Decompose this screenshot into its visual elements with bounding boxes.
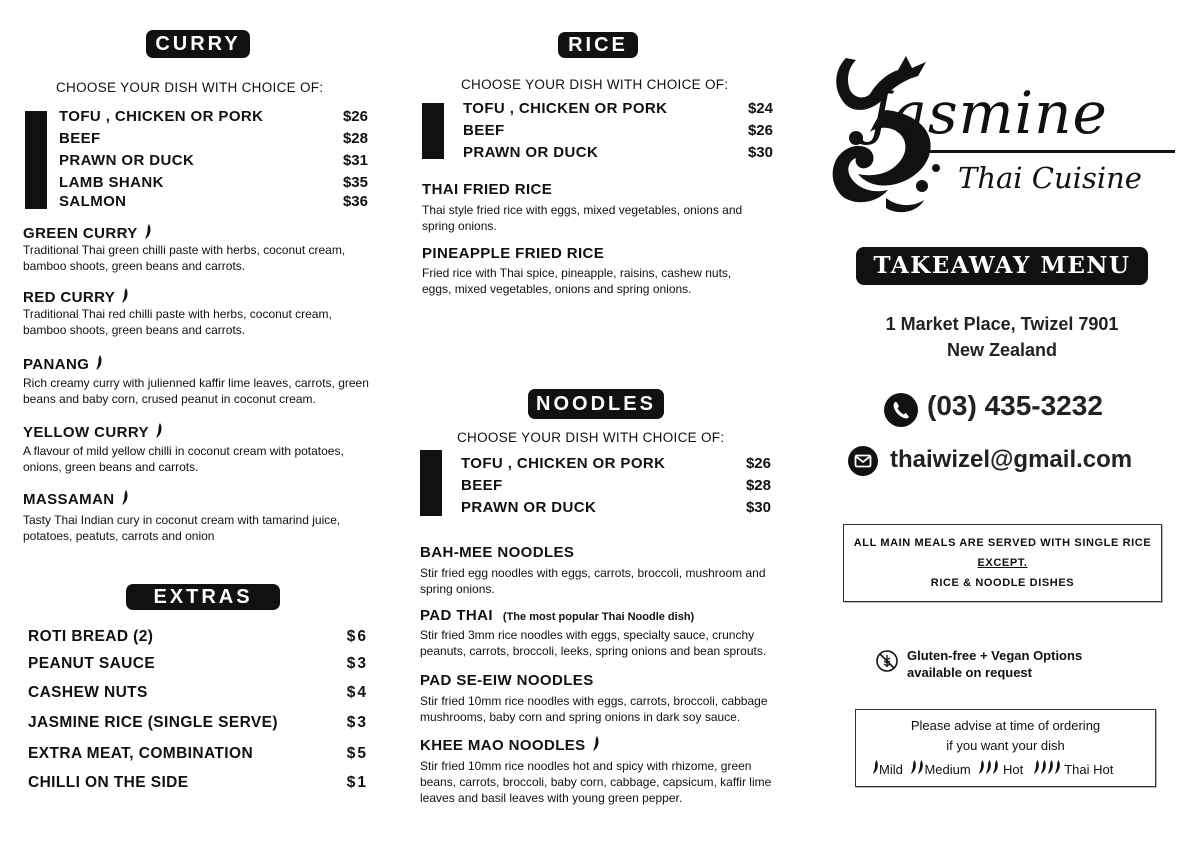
phone-icon — [884, 393, 918, 427]
noodles-heading: NOODLES — [528, 389, 664, 419]
spice-level-box — [855, 709, 1156, 787]
dish-desc: Traditional Thai red chilli paste with herbs, coconut cream, bamboo shoots, green beans and carrots. — [23, 307, 332, 337]
curry-options-bar — [25, 111, 47, 209]
rice-price: $30 — [747, 144, 773, 161]
extra-price: $3 — [346, 655, 368, 672]
dish-desc: Stir fried 10mm rice noodles hot and spicy with rhizome, green beans, carrots, broccoli, baby corn, cabbage, capsicum, kaffir lime leaves and basil leaves with young green pepper. — [420, 759, 772, 805]
chilli-icon — [872, 760, 879, 774]
notice-line2: EXCEPT. — [977, 557, 1028, 569]
dish-title-yellow-curry — [23, 423, 163, 441]
noodles-options-bar — [420, 450, 442, 516]
curry-price: $26 — [342, 108, 368, 125]
logo-divider — [930, 150, 1175, 153]
rice-choose-text: CHOOSE YOUR DISH WITH CHOICE OF: — [461, 77, 729, 92]
dish-title-panang — [23, 355, 103, 373]
dish-desc: Stir fried 10mm rice noodles with eggs, carrots, broccoli, cabbage mushrooms, baby corn and spring onions in dark soy sauce. — [420, 694, 768, 724]
dish-title-thai-fried-rice: THAI FRIED RICE — [422, 181, 553, 198]
notice-line1: ALL MAIN MEALS ARE SERVED WITH SINGLE RICE — [853, 537, 1152, 549]
dish-title-pineapple-fried-rice: PINEAPPLE FRIED RICE — [422, 245, 605, 262]
chilli-icon — [1054, 760, 1061, 774]
noodles-price: $28 — [745, 477, 771, 494]
address-line2: New Zealand — [946, 340, 1058, 360]
notice-line3: RICE & NOODLE DISHES — [930, 577, 1075, 589]
chilli-icon — [155, 423, 163, 438]
spice-hot: Hot — [1002, 762, 1024, 777]
logo-subtitle: Thai Cuisine — [958, 161, 1142, 195]
curry-price: $28 — [342, 130, 368, 147]
noodles-option: BEEF — [461, 477, 503, 494]
takeaway-banner: TAKEAWAY MENU — [856, 247, 1148, 285]
rice-price: $26 — [747, 122, 773, 139]
email-address[interactable]: thaiwizel@gmail.com — [890, 446, 1133, 473]
chilli-icon — [910, 760, 917, 774]
phone-number[interactable]: (03) 435-3232 — [927, 390, 1103, 421]
curry-price: $35 — [342, 174, 368, 191]
extra-price: $6 — [346, 628, 368, 645]
dish-desc: Stir fried egg noodles with eggs, carrots, broccoli, mushroom and spring onions. — [420, 566, 766, 596]
curry-heading: CURRY — [146, 30, 250, 58]
extra-item: PEANUT SAUCE — [28, 655, 156, 672]
dish-title-text: KHEE MAO NOODLES — [420, 737, 586, 754]
dish-desc: Traditional Thai green chilli paste with herbs, coconut cream, bamboo shoots, green beans and carrots. — [23, 243, 346, 273]
curry-choose-text: CHOOSE YOUR DISH WITH CHOICE OF: — [56, 80, 324, 95]
rice-options-bar — [422, 103, 444, 159]
spice-levels — [872, 760, 1113, 777]
dish-title-text: YELLOW CURRY — [23, 424, 149, 441]
extra-price: $1 — [346, 774, 368, 791]
rice-option: BEEF — [463, 122, 505, 139]
chilli-icon — [121, 490, 129, 505]
curry-option: BEEF — [59, 130, 101, 147]
dish-desc: Rich creamy curry with julienned kaffir lime leaves, carrots, green beans and baby corn, crused peanut in coconut cream. — [23, 376, 369, 406]
noodles-option: PRAWN OR DUCK — [461, 499, 597, 516]
dish-desc: Thai style fried rice with eggs, mixed vegetables, onions and spring onions. — [422, 203, 743, 233]
extra-price: $5 — [346, 745, 368, 762]
dish-title-pad-thai — [420, 607, 694, 624]
dish-title-pad-se-eiw: PAD SE-EIW NOODLES — [420, 672, 594, 689]
chilli-icon — [985, 760, 992, 774]
extra-item: ROTI BREAD (2) — [28, 628, 154, 645]
spice-mild: Mild — [879, 762, 903, 777]
chilli-icon — [144, 224, 152, 239]
gluten-free-icon — [876, 650, 898, 672]
rice-heading: RICE — [558, 32, 638, 58]
dietary-line1: Gluten-free + Vegan Options — [907, 648, 1083, 663]
dish-title-text: RED CURRY — [23, 289, 116, 306]
curry-price: $31 — [342, 152, 368, 169]
chilli-icon — [992, 760, 999, 774]
chilli-icon — [1040, 760, 1047, 774]
dish-desc: A flavour of mild yellow chilli in coconut cream with potatoes, onions, green beans and carrots. — [23, 444, 344, 474]
rice-option: TOFU , CHICKEN OR PORK — [463, 100, 668, 117]
dish-title-text: GREEN CURRY — [23, 225, 138, 242]
rice-price: $24 — [747, 100, 773, 117]
dietary-line2: available on request — [907, 665, 1032, 680]
chilli-icon — [1047, 760, 1054, 774]
noodles-price: $30 — [745, 499, 771, 516]
spice-line2: if you want your dish — [946, 738, 1065, 753]
chilli-icon — [121, 288, 129, 303]
curry-option: LAMB SHANK — [59, 174, 164, 191]
dish-title-text: PAD THAI — [420, 607, 493, 624]
spice-thai-hot: Thai Hot — [1064, 762, 1114, 777]
chilli-icon — [95, 355, 103, 370]
dish-title-bah-mee: BAH-MEE NOODLES — [420, 544, 575, 561]
dish-desc: Tasty Thai Indian cury in coconut cream with tamarind juice, potatoes, peatuts, carrots and onion — [23, 513, 341, 543]
chilli-icon — [592, 736, 600, 751]
noodles-option: TOFU , CHICKEN OR PORK — [461, 455, 666, 472]
noodles-choose-text: CHOOSE YOUR DISH WITH CHOICE OF: — [457, 430, 725, 445]
dish-title-khee-mao — [420, 736, 600, 754]
curry-option: PRAWN OR DUCK — [59, 152, 195, 169]
extra-item: JASMINE RICE (SINGLE SERVE) — [28, 714, 278, 731]
dish-title-text: MASSAMAN — [23, 491, 115, 508]
extra-price: $3 — [346, 714, 368, 731]
logo-wordmark: Jasmine — [868, 79, 1108, 147]
extra-item: EXTRA MEAT, COMBINATION — [28, 745, 254, 762]
chilli-icon — [978, 760, 985, 774]
spice-medium: Medium — [924, 762, 971, 777]
dish-desc: Stir fried 3mm rice noodles with eggs, specialty sauce, crunchy peanuts, carrots, broccoli, leeks, spring onions and bean sprouts. — [420, 628, 767, 658]
dish-title-massaman — [23, 490, 129, 508]
extras-heading: EXTRAS — [126, 584, 280, 610]
rice-option: PRAWN OR DUCK — [463, 144, 599, 161]
spice-line1: Please advise at time of ordering — [910, 718, 1101, 733]
curry-option: TOFU , CHICKEN OR PORK — [59, 108, 264, 125]
extra-price: $4 — [346, 684, 368, 701]
extra-item: CASHEW NUTS — [28, 684, 148, 701]
email-icon — [848, 446, 878, 476]
chilli-icon — [1033, 760, 1040, 774]
curry-option: SALMON — [59, 193, 127, 210]
curry-price: $36 — [342, 193, 368, 210]
dish-title-green-curry — [23, 224, 152, 242]
dish-title-text: PANANG — [23, 356, 90, 373]
dish-note: (The most popular Thai Noodle dish) — [502, 611, 695, 623]
dish-title-red-curry — [23, 288, 129, 306]
extra-item: CHILLI ON THE SIDE — [28, 774, 189, 791]
noodles-price: $26 — [745, 455, 771, 472]
rice-notice-box — [843, 524, 1162, 602]
dish-desc: Fried rice with Thai spice, pineapple, raisins, cashew nuts, eggs, mixed vegetables, onions and spring onions. — [422, 266, 732, 296]
address-line1: 1 Market Place, Twizel 7901 — [885, 314, 1119, 334]
